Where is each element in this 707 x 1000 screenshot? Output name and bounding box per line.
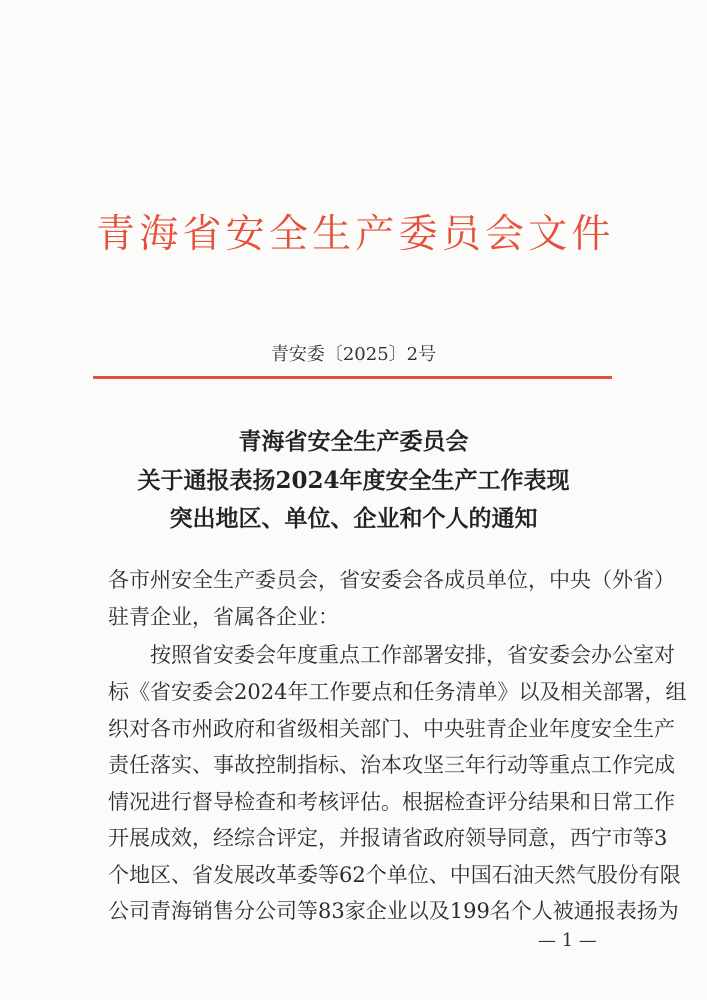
paragraph-line: 开展成效，经综合评定，并报请省政府领导同意，西宁市等3 <box>108 826 668 850</box>
addressee-line-2: 驻青企业，省属各企业： <box>108 605 339 629</box>
paragraph-line: 个地区、省发展改革委等62个单位、中国石油天然气股份有限 <box>108 863 681 887</box>
notice-title-line-1: 青海省安全生产委员会 <box>238 428 469 455</box>
notice-title-line-3: 突出地区、单位、企业和个人的通知 <box>169 505 538 532</box>
paragraph-line: 按照省安委会年度重点工作部署安排，省安委会办公室对 <box>150 643 675 667</box>
page-number: — 1 — <box>538 930 597 951</box>
paragraph-line: 情况进行督导检查和考核评估。根据检查评分结果和日常工作 <box>108 790 675 814</box>
paragraph-line: 责任落实、事故控制指标、治本攻坚三年行动等重点工作完成 <box>108 753 675 777</box>
paragraph-line: 织对各市州政府和省级相关部门、中央驻青企业年度安全生产 <box>108 717 675 741</box>
red-divider <box>93 376 612 379</box>
document-number: 青安委〔2025〕2号 <box>270 344 437 365</box>
addressee-line-1: 各市州安全生产委员会，省安委会各成员单位，中央（外省） <box>108 568 675 592</box>
paragraph-line: 标《省安委会2024年工作要点和任务清单》以及相关部署，组 <box>108 680 687 704</box>
notice-title-line-2: 关于通报表扬2024年度安全生产工作表现 <box>137 467 570 494</box>
issuer-title: 青海省安全生产委员会文件 <box>96 212 611 257</box>
paragraph-line: 公司青海销售分公司等83家企业以及199名个人被通报表扬为 <box>108 899 679 923</box>
